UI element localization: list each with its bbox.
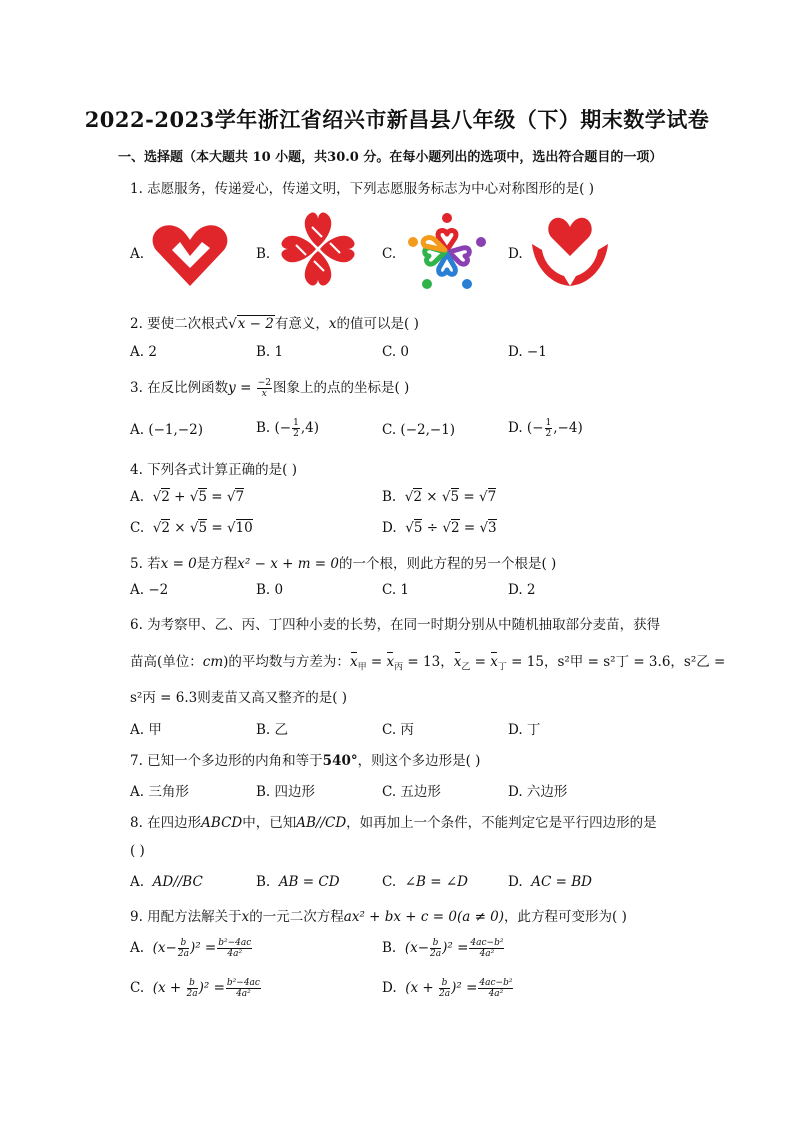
q6-option-b: B. 乙 <box>256 722 289 738</box>
question-8-stem: 8. 在四边形ABCD中，已知AB//CD，如再加上一个条件，不能判定它是平行四边形的是 <box>130 815 657 831</box>
q8-option-c: C. ∠B = ∠D <box>382 874 468 890</box>
sqrt-expression: √x − 2 <box>228 316 274 332</box>
hands-holding-heart-logo-d <box>528 210 612 290</box>
question-2-stem: 2. 要使二次根式√x − 2有意义，x的值可以是( ) <box>130 316 419 332</box>
q8-option-b: B. AB = CD <box>256 874 340 890</box>
question-3-stem: 3. 在反比例函数y = $\frac{-2}{x}$ 图象上的点的坐标是( ) <box>130 378 410 399</box>
q5-option-b: B. 0 <box>256 582 284 598</box>
q7-option-c: C. 五边形 <box>382 784 441 800</box>
page-title: 2022-2023学年浙江省绍兴市新昌县八年级（下）期末数学试卷 <box>84 107 710 132</box>
q9-option-a: A. (x− $\frac{b}{2a}$ )² = $\frac{\text{b²−4ac}}{\text{4a²}}$ <box>130 938 252 959</box>
q6-option-d: D. 丁 <box>508 722 541 738</box>
question-7-stem: 7. 已知一个多边形的内角和等于540°，则这个多边形是( ) <box>130 753 481 769</box>
q1-option-d-label: D. <box>508 246 523 262</box>
clover-hearts-logo-b <box>278 209 358 289</box>
q7-option-a: A. 三角形 <box>130 784 189 800</box>
q5-option-c: C. 1 <box>382 582 410 598</box>
q6-option-c: C. 丙 <box>382 722 414 738</box>
q3-option-a: A. (−1,−2) <box>130 422 203 438</box>
q1-option-b-label: B. <box>256 246 271 262</box>
question-6-line-2: 苗高(单位：cm)的平均数与方差为：$x_甲 = x_丙 = 13$，$x_乙 = x_丁 = 15$，s²甲 = s²丁 = 3.6，s²乙 = <box>130 654 726 673</box>
q9-option-b: B. (x− $\frac{b}{2a}$ )² = $\frac{\text{4ac−b²}}{\text{4a²}}$ <box>382 938 504 959</box>
q6-option-a: A. 甲 <box>130 722 162 738</box>
question-6-line-3: s²丙 = 6.3则麦苗又高又整齐的是( ) <box>130 690 348 706</box>
heart-hand-logo-a <box>150 220 230 290</box>
q3-option-c: C. (−2,−1) <box>382 422 456 438</box>
q7-option-d: D. 六边形 <box>508 784 568 800</box>
q3-option-d: D. (− $\frac{1}{2}$ ,−4) <box>508 418 583 439</box>
q9-option-c: C. (x + $\frac{b}{2a}$ )² = $\frac{\text{b²−4ac}}{\text{4a²}}$ <box>130 978 260 999</box>
q1-option-c-label: C. <box>382 246 397 262</box>
question-9-stem: 9. 用配方法解关于x的一元二次方程ax² + bx + c = 0(a ≠ 0)，此方程可变形为( ) <box>130 909 627 925</box>
question-4-stem: 4. 下列各式计算正确的是( ) <box>130 462 297 478</box>
q9-option-d: D. (x + $\frac{b}{2a}$ )² = $\frac{\text{4ac−b²}}{\text{4a²}}$ <box>382 978 513 999</box>
q2-option-a: A. 2 <box>130 344 157 360</box>
q4-option-a: A. √2 + √5 = √7 <box>130 489 245 505</box>
q4-option-d: D. √5 ÷ √2 = √3 <box>382 520 497 536</box>
q5-option-a: A. −2 <box>130 582 169 598</box>
q7-option-b: B. 四边形 <box>256 784 316 800</box>
question-5-stem: 5. 若x = 0是方程x² − x + m = 0的一个根，则此方程的另一个根是( ) <box>130 556 557 572</box>
q2-option-b: B. 1 <box>256 344 284 360</box>
q4-option-c: C. √2 × √5 = √10 <box>130 520 253 536</box>
q2-option-c: C. 0 <box>382 344 410 360</box>
q8-option-a: A. AD//BC <box>130 874 203 890</box>
fraction: $\frac{-2}{x}$ <box>257 378 271 399</box>
question-1-stem: 1. 志愿服务，传递爱心，传递文明，下列志愿服务标志为中心对称图形的是( ) <box>130 181 594 197</box>
q5-option-d: D. 2 <box>508 582 536 598</box>
q8-option-d: D. AC = BD <box>508 874 592 890</box>
section-heading: 一、选择题（本大题共 10 小题，共30.0 分。在每小题列出的选项中，选出符合题目的一项） <box>118 150 663 165</box>
q4-option-b: B. √2 × √5 = √7 <box>382 489 497 505</box>
q3-option-b: B. (− $\frac{1}{2}$ ,4) <box>256 418 319 439</box>
question-6-line-1: 6. 为考察甲、乙、丙、丁四种小麦的长势，在同一时期分别从中随机抽取部分麦苗，获得 <box>130 617 661 633</box>
q1-option-a-label: A. <box>130 246 145 262</box>
colorful-hearts-logo-c <box>405 210 489 292</box>
question-8-line-2: ( ) <box>130 843 145 859</box>
q2-option-d: D. −1 <box>508 344 547 360</box>
